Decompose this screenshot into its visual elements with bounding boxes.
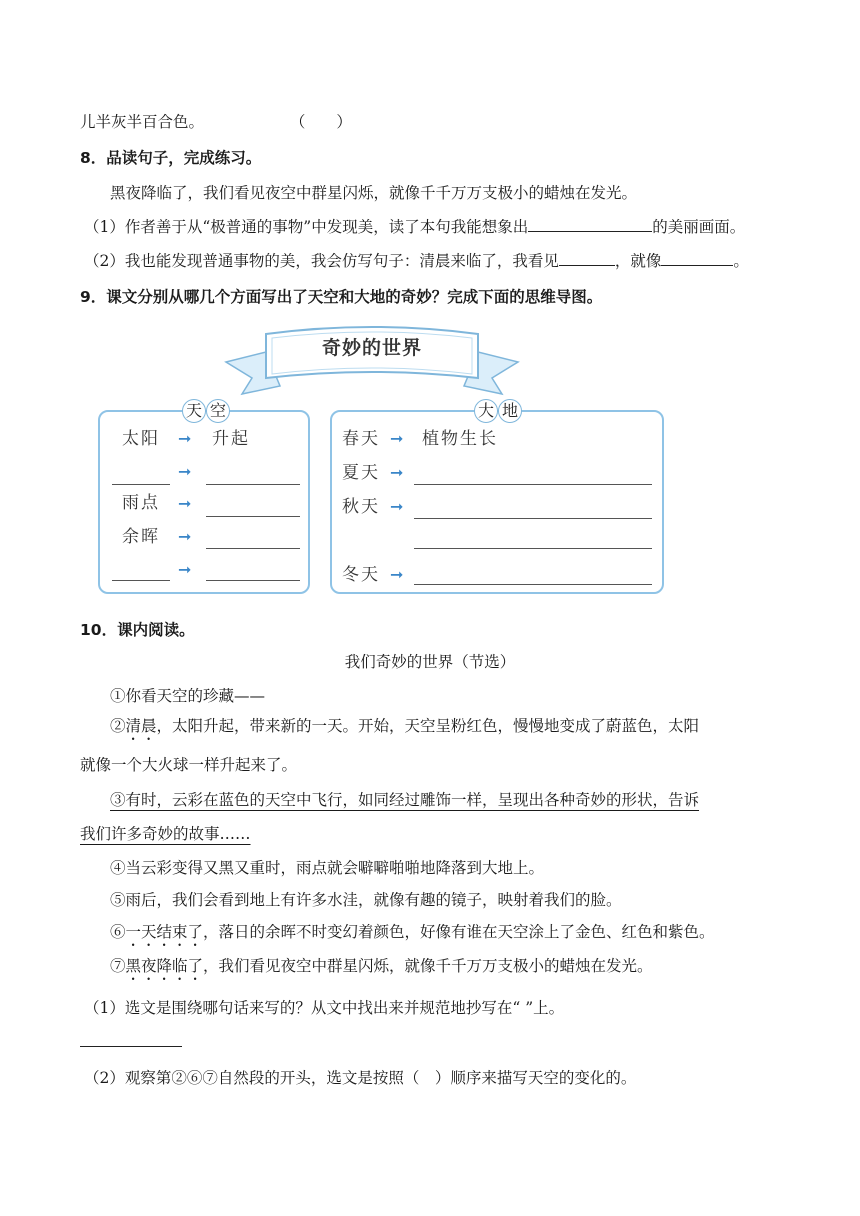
q7-tail-text: 儿半灰半百合色。 (80, 113, 205, 131)
q10-p5: ⑤雨后，我们会看到地上有许多水洼，就像有趣的镜子，映射着我们的脸。 (110, 891, 622, 909)
q10-p6-mark: ⑥ (110, 923, 126, 941)
q9-heading: 9．课文分别从哪几个方面写出了天空和大地的奇妙？完成下面的思维导图。 (80, 288, 603, 306)
earth-row4-blank[interactable] (414, 584, 652, 585)
q10-p7-rest: ，我们看见夜空中群星闪烁，就像千千万万支极小的蜡烛在发光。 (203, 957, 653, 975)
q10-p4: ④当云彩变得又黑又重时，雨点就会噼噼啪啪地降落到大地上。 (110, 859, 545, 877)
q8-sub1-suffix: 的美丽画面。 (652, 218, 746, 236)
sky-row5-left-blank[interactable] (112, 580, 170, 581)
arrow-icon: ➞ (390, 429, 404, 448)
q10-p6-dotted: 一天结束了 (125, 923, 204, 941)
arrow-icon: ➞ (390, 565, 404, 584)
q8-sub2-prompt: （2）我也能发现普通事物的美，我会仿写句子：清晨来临了，我看见 (84, 252, 559, 270)
q10-p2-rest: ，太阳升起，带来新的一天。开始，天空呈粉红色，慢慢地变成了蔚蓝色，太阳 (156, 717, 700, 735)
arrow-icon: ➞ (178, 462, 192, 481)
q10-p2-mark: ② (110, 717, 126, 735)
q10-sub1-answer-line[interactable] (80, 1046, 182, 1047)
arrow-icon: ➞ (178, 429, 192, 448)
earth-row2-left: 夏天 (342, 463, 380, 483)
q10-p7 (110, 956, 653, 984)
earth-row3-blank1[interactable] (414, 518, 652, 519)
earth-title-char-1: 大 (474, 399, 498, 423)
q10-p1: ①你看天空的珍藏—— (110, 687, 266, 705)
q10-p2a (110, 716, 699, 744)
q8-sub1 (84, 217, 745, 237)
arrow-icon: ➞ (178, 494, 192, 513)
q8-sub1-blank[interactable] (528, 217, 652, 232)
sky-row4-right-blank[interactable] (206, 548, 300, 549)
arrow-icon: ➞ (390, 497, 404, 516)
arrow-icon: ➞ (178, 527, 192, 546)
earth-row1-left: 春天 (342, 429, 380, 449)
sky-title-char-1: 天 (182, 399, 206, 423)
sky-row4-left: 余晖 (122, 527, 160, 547)
earth-row3-left: 秋天 (342, 497, 380, 517)
q10-sub1: （1）选文是围绕哪句话来写的？从文中找出来并规范地抄写在“ ”上。 (84, 999, 565, 1017)
sky-row1-right: 升起 (212, 429, 250, 449)
sky-row3-right-blank[interactable] (206, 516, 300, 517)
q10-p6-rest: ，落日的余晖不时变幻着颜色，好像有谁在天空涂上了金色、红色和紫色。 (203, 923, 715, 941)
sky-row2-right-blank[interactable] (206, 484, 300, 485)
q8-sub2-mid: ，就像 (614, 252, 662, 270)
q10-p2b: 就像一个大火球一样升起来了。 (80, 756, 298, 774)
q7-tail (80, 112, 352, 132)
q10-p3a: ③有时，云彩在蓝色的天空中飞行，如同经过雕饰一样，呈现出各种奇妙的形状，告诉 (110, 791, 700, 809)
earth-row3-blank2[interactable] (414, 548, 652, 549)
sky-row3-left: 雨点 (122, 493, 160, 513)
earth-row2-blank[interactable] (414, 484, 652, 485)
q10-p3b: 我们许多奇妙的故事…… (80, 825, 251, 843)
q8-sub2-blank2[interactable] (661, 251, 733, 266)
banner-title: 奇妙的世界 (321, 337, 422, 359)
earth-title-char-2: 地 (498, 399, 522, 423)
q10-p2-dotted: 清晨 (125, 717, 157, 735)
earth-row1-right: 植物生长 (422, 429, 498, 449)
sky-title-char-2: 空 (206, 399, 230, 423)
q8-sub2 (84, 251, 749, 271)
q10-p7-dotted: 黑夜降临了 (125, 957, 204, 975)
q10-heading: 10．课内阅读。 (80, 621, 195, 639)
sky-row2-left-blank[interactable] (112, 484, 170, 485)
q8-sub2-blank1[interactable] (559, 251, 615, 266)
sky-row1-left: 太阳 (122, 429, 160, 449)
q10-p7-mark: ⑦ (110, 957, 126, 975)
q10-title: 我们奇妙的世界（节选） (344, 653, 516, 671)
q8-sub2-suffix: 。 (733, 252, 749, 270)
q8-heading: 8．品读句子，完成练习。 (80, 149, 262, 167)
sky-row5-right-blank[interactable] (206, 580, 300, 581)
q10-p6 (110, 922, 715, 950)
q8-sentence: 黑夜降临了，我们看见夜空中群星闪烁，就像千千万万支极小的蜡烛在发光。 (110, 184, 638, 202)
earth-row4-left: 冬天 (342, 565, 380, 585)
q7-answer-paren[interactable]: （ ） (289, 113, 352, 131)
q8-sub1-prompt: （1）作者善于从“极普通的事物”中发现美，读了本句我能想象出 (84, 218, 529, 236)
arrow-icon: ➞ (390, 463, 404, 482)
arrow-icon: ➞ (178, 560, 192, 579)
q10-sub2: （2）观察第②⑥⑦自然段的开头，选文是按照（ ）顺序来描写天空的变化的。 (84, 1069, 637, 1087)
